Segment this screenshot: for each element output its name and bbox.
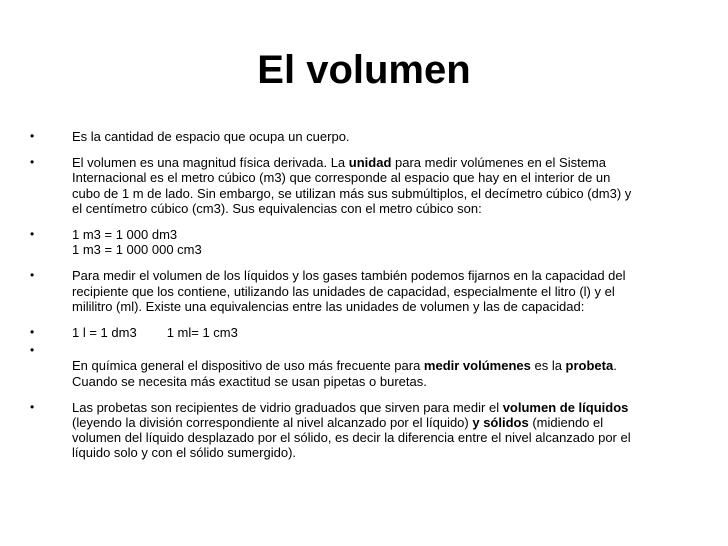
list-item bbox=[30, 268, 690, 314]
text-line: líquido solo y con el sólido sumergido). bbox=[72, 445, 297, 461]
bullet-marker: • bbox=[30, 343, 35, 358]
list-item bbox=[30, 400, 690, 461]
text-line: mililitro (ml). Existe una equivalencias entre las unidades de volumen y las de capacidad: bbox=[72, 298, 585, 314]
text-line: volumen del líquido desplazado por el sólido, es decir la diferencia entre el nivel alcanzado por el bbox=[72, 430, 631, 446]
list-item bbox=[30, 129, 690, 144]
bullet-marker: • bbox=[30, 129, 35, 143]
bold-term: medir volúmenes bbox=[423, 358, 531, 374]
equivalence-left: 1 l = 1 dm3 bbox=[72, 325, 137, 341]
equivalence-right: 1 ml= 1 cm3 bbox=[166, 325, 238, 341]
text-line bbox=[72, 343, 690, 358]
bold-term: volumen de líquidos bbox=[502, 399, 629, 415]
text-line: Internacional es el metro cúbico (m3) que corresponde al espacio que hay en el interior de un bbox=[72, 170, 611, 186]
bullet-marker: • bbox=[30, 155, 35, 170]
text-line: Para medir el volumen de los líquidos y los gases también podemos fijarnos en la capacidad del bbox=[72, 268, 626, 284]
slide-title: El volumen bbox=[257, 48, 471, 92]
list-item bbox=[30, 325, 690, 340]
bold-term: y sólidos bbox=[472, 415, 529, 431]
text-line: En química general el dispositivo de uso más frecuente para medir volúmenes es la probeta. bbox=[72, 358, 617, 374]
text-line: El volumen es una magnitud física derivada. La unidad para medir volúmenes en el Sistema bbox=[72, 155, 606, 171]
text-line: Las probetas son recipientes de vidrio graduados que sirven para medir el volumen de líquidos bbox=[72, 399, 629, 415]
text-line: recipiente que los contiene, utilizando las unidades de capacidad, especialmente el litro (l) y el bbox=[72, 283, 615, 299]
bullet-marker: • bbox=[30, 227, 35, 242]
bullet-list bbox=[30, 129, 690, 472]
text-line: Cuando se necesita más exactitud se usan pipetas o buretas. bbox=[72, 373, 427, 389]
bold-term: probeta bbox=[565, 358, 614, 374]
list-item bbox=[30, 343, 690, 389]
text-line: el centímetro cúbico (cm3). Sus equivalencias con el metro cúbico son: bbox=[72, 200, 482, 216]
list-item bbox=[30, 155, 690, 216]
bold-term: unidad bbox=[348, 155, 392, 171]
text-line bbox=[72, 325, 690, 340]
text-line: 1 m3 = 1 000 000 cm3 bbox=[72, 242, 202, 258]
text-line: 1 m3 = 1 000 dm3 bbox=[72, 227, 178, 243]
text-line: Es la cantidad de espacio que ocupa un cuerpo. bbox=[72, 129, 350, 144]
list-item bbox=[30, 227, 690, 257]
text-line: cubo de 1 m de lado. Sin embargo, se utilizan más sus submúltiplos, el decímetro cúbico (dm3) y bbox=[72, 185, 632, 201]
bullet-marker: • bbox=[30, 399, 35, 414]
bullet-marker: • bbox=[30, 325, 35, 340]
text-line: (leyendo la división correspondiente al nivel alcanzado por el líquido) y sólidos (midiendo el bbox=[72, 415, 604, 431]
bullet-marker: • bbox=[30, 268, 35, 283]
